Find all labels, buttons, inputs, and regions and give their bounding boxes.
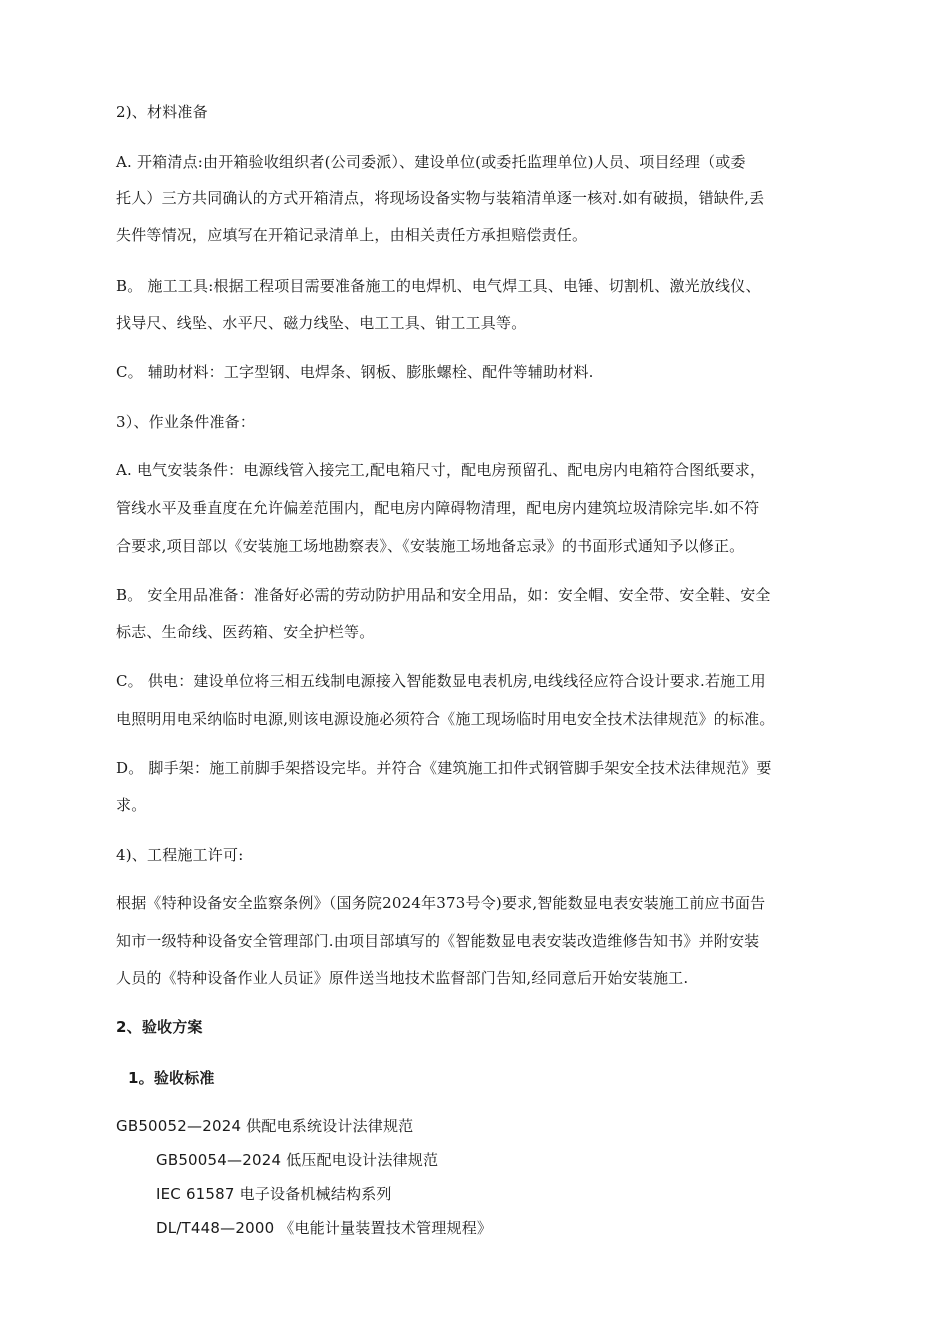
- conditions-item-b-line2: 标志、生命线、医药箱、安全护栏等。: [116, 623, 375, 641]
- standard-item-4: DL/T448—2000 《电能计量装置技术管理规程》: [156, 1219, 493, 1237]
- standard-item-2: GB50054—2024 低压配电设计法律规范: [156, 1151, 439, 1169]
- section-heading-material: 2)、材料准备: [116, 103, 208, 121]
- material-item-a-line2: 托人）三方共同确认的方式开箱清点，将现场设备实物与装箱清单逐一核对.如有破损，错缺件,丢: [116, 189, 765, 207]
- permit-line1: 根据《特种设备安全监察条例》（国务院2024年373号令)要求,智能数显电表安装施工前应书面告: [116, 894, 766, 912]
- conditions-item-c-line2: 电照明用电采纳临时电源,则该电源设施必须符合《施工现场临时用电安全技术法律规范》的标准。: [116, 710, 775, 728]
- conditions-item-a-line3: 合要求,项目部以《安装施工场地勘察表》、《安装施工场地备忘录》的书面形式通知予以修正。: [116, 537, 745, 555]
- conditions-item-d-line2: 求。: [116, 796, 147, 814]
- section-heading-acceptance: 2、验收方案: [116, 1018, 203, 1036]
- material-item-b-line2: 找导尺、线坠、水平尺、磁力线坠、电工工具、钳工工具等。: [116, 314, 527, 332]
- standard-item-1: GB50052—2024 供配电系统设计法律规范: [116, 1117, 414, 1135]
- conditions-item-b-line1: B。 安全用品准备：准备好必需的劳动防护用品和安全用品，如：安全帽、安全带、安全鞋、安全: [116, 586, 771, 604]
- conditions-item-a-line2: 管线水平及垂直度在允许偏差范围内，配电房内障碍物清理，配电房内建筑垃圾清除完毕.如不符: [116, 499, 760, 517]
- material-item-b-line1: B。 施工工具:根据工程项目需要准备施工的电焊机、电气焊工具、电锤、切割机、激光放线仪、: [116, 277, 761, 295]
- conditions-item-d-line1: D。 脚手架：施工前脚手架搭设完毕。并符合《建筑施工扣件式钢管脚手架安全技术法律规范》要: [116, 759, 772, 777]
- material-item-c-line1: C。 辅助材料：工字型钢、电焊条、钢板、膨胀螺栓、配件等辅助材料.: [116, 363, 594, 381]
- acceptance-subheading: 1。验收标准: [128, 1069, 215, 1087]
- section-heading-permit: 4)、工程施工许可:: [116, 846, 244, 864]
- standard-item-3: IEC 61587 电子设备机械结构系列: [156, 1185, 392, 1203]
- permit-line2: 知市一级特种设备安全管理部门.由项目部填写的《智能数显电表安装改造维修告知书》并附安装: [116, 932, 760, 950]
- material-item-a-line1: A. 开箱清点:由开箱验收组织者(公司委派）、建设单位(或委托监理单位)人员、项目经理（或委: [116, 153, 746, 171]
- conditions-item-a-line1: A. 电气安装条件：电源线管入接完工,配电箱尺寸，配电房预留孔、配电房内电箱符合图纸要求，: [116, 461, 766, 479]
- conditions-item-c-line1: C。 供电：建设单位将三相五线制电源接入智能数显电表机房,电线线径应符合设计要求.若施工用: [116, 672, 766, 690]
- permit-line3: 人员的《特种设备作业人员证》原件送当地技术监督部门告知,经同意后开始安装施工.: [116, 969, 689, 987]
- section-heading-conditions: 3）、作业条件准备：: [116, 413, 256, 431]
- material-item-a-line3: 失件等情况，应填写在开箱记录清单上，由相关责任方承担赔偿责任。: [116, 226, 588, 244]
